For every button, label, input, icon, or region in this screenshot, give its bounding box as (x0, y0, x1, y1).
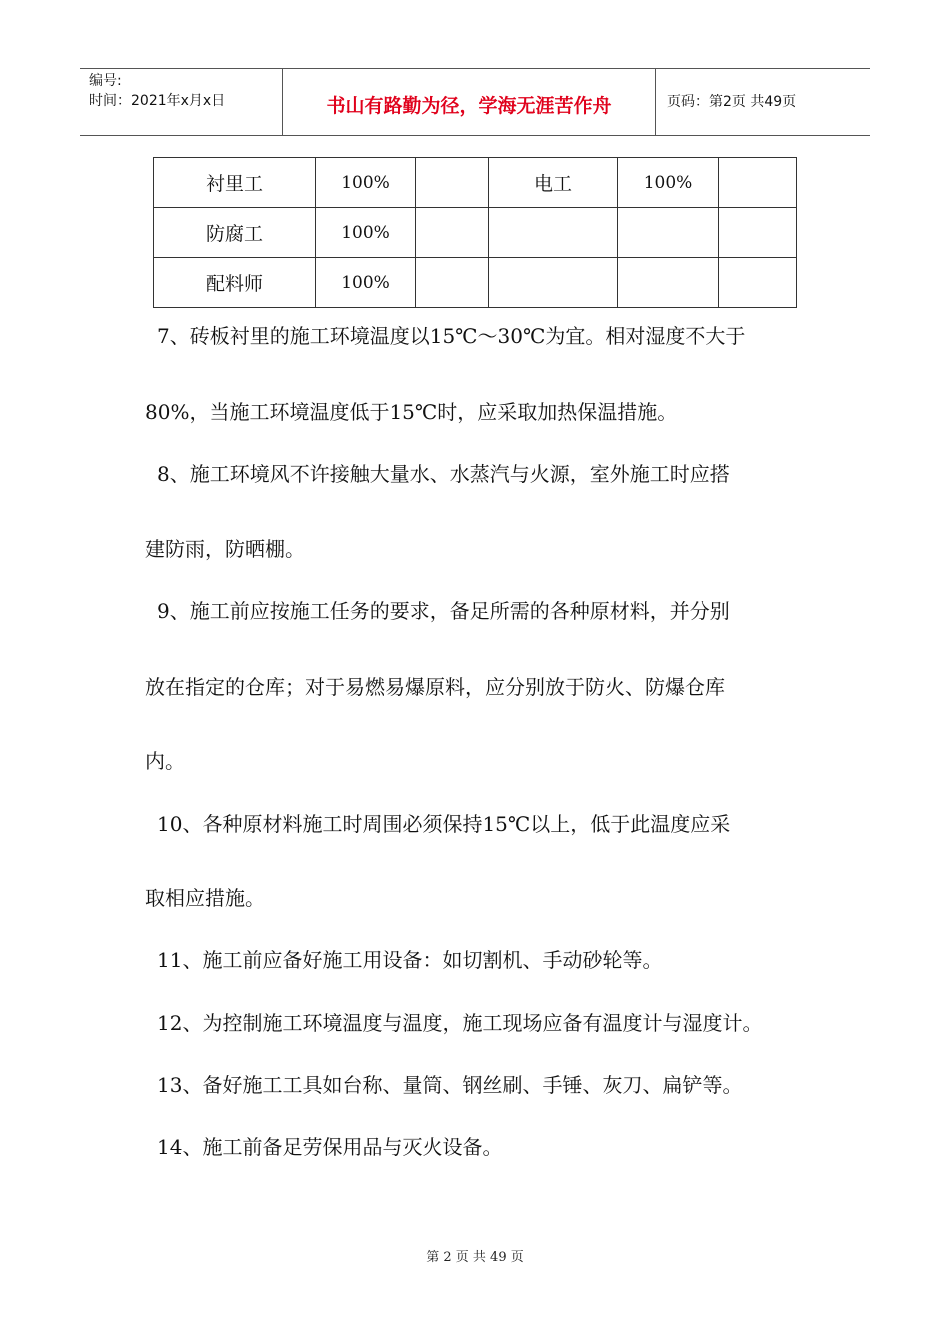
paragraph-line: 14、施工前备足劳保用品与灭火设备。 (157, 1135, 503, 1159)
paragraph-line: 13、备好施工工具如台称、量筒、钢丝刷、手锤、灰刀、扁铲等。 (157, 1073, 743, 1097)
table-row (154, 158, 797, 208)
table-cell (719, 258, 797, 308)
table-cell: 100% (316, 158, 416, 208)
page-header (80, 68, 870, 136)
page-footer: 第 2 页 共 49 页 (426, 1250, 524, 1265)
paragraph-line: 80%，当施工环境温度低于15℃时，应采取加热保温措施。 (145, 400, 678, 424)
table-cell: 配料师 (154, 258, 316, 308)
paragraph-line: 内。 (145, 749, 185, 773)
table-cell: 100% (316, 208, 416, 258)
staffing-table (153, 157, 797, 308)
table-cell (618, 258, 719, 308)
header-motto: 书山有路勤为径，学海无涯苦作舟 (326, 95, 612, 117)
table-row (154, 258, 797, 308)
table-cell (719, 208, 797, 258)
table-cell: 防腐工 (154, 208, 316, 258)
header-page-info: 页码：第2页 共49页 (667, 94, 797, 110)
table-cell (719, 158, 797, 208)
table-cell (618, 208, 719, 258)
table-row (154, 208, 797, 258)
header-meta (89, 71, 225, 111)
paragraph-line: 建防雨，防晒棚。 (145, 537, 305, 561)
table-cell: 电工 (489, 158, 618, 208)
paragraph-line: 取相应措施。 (145, 886, 265, 910)
paragraph-line: 8、施工环境风不许接触大量水、水蒸汽与火源，室外施工时应搭 (157, 462, 730, 486)
table-cell (416, 258, 489, 308)
table-cell (489, 208, 618, 258)
document-date: 时间：2021年x月x日 (89, 93, 226, 109)
paragraph-line: 10、各种原材料施工时周围必须保持15℃以上，低于此温度应采 (157, 812, 731, 836)
table-cell (416, 208, 489, 258)
table-cell: 100% (618, 158, 719, 208)
paragraph-line: 11、施工前应备好施工用设备：如切割机、手动砂轮等。 (157, 948, 663, 972)
table-cell: 衬里工 (154, 158, 316, 208)
table-cell: 100% (316, 258, 416, 308)
paragraph-line: 9、施工前应按施工任务的要求，备足所需的各种原材料，并分别 (157, 599, 730, 623)
paragraph-line: 放在指定的仓库；对于易燃易爆原料，应分别放于防火、防爆仓库 (145, 675, 725, 699)
document-number: 编号: (89, 73, 122, 89)
table-cell (489, 258, 618, 308)
paragraph-line: 12、为控制施工环境温度与温度，施工现场应备有温度计与湿度计。 (157, 1011, 763, 1035)
header-divider (655, 69, 656, 135)
table-cell (416, 158, 489, 208)
paragraph-line: 7、砖板衬里的施工环境温度以15℃～30℃为宜。相对湿度不大于 (157, 324, 746, 348)
